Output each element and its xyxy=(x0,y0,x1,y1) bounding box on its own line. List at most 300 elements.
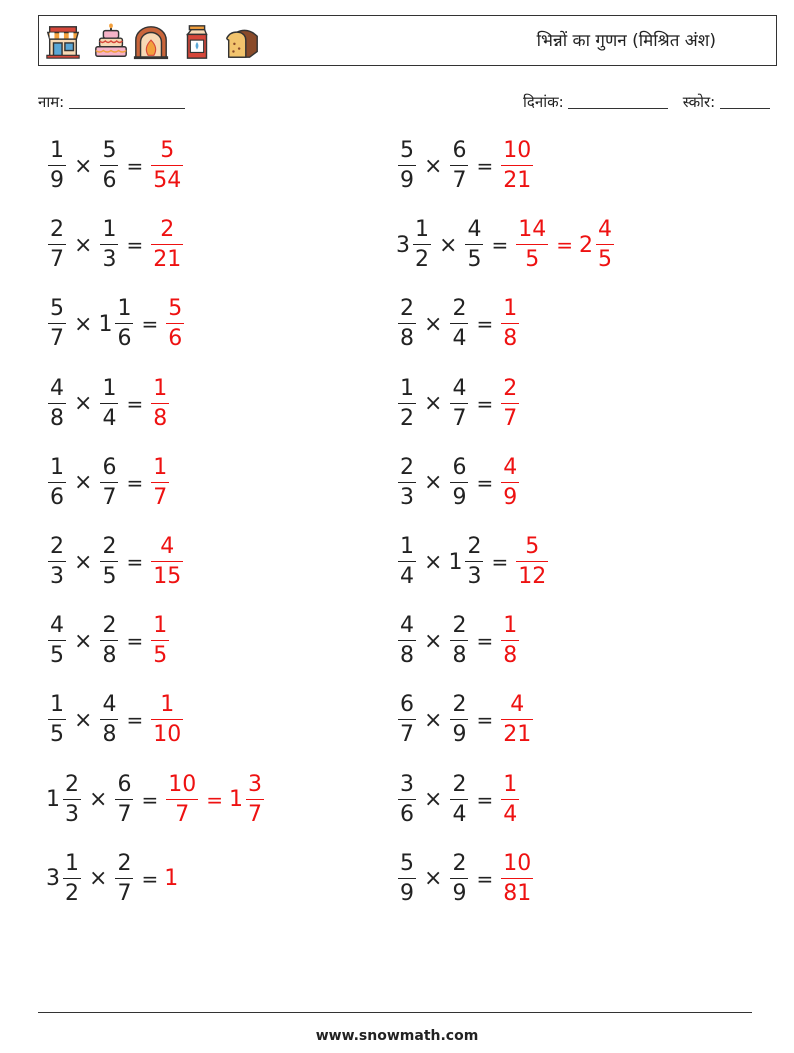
fraction xyxy=(450,298,468,350)
equals-sign: = xyxy=(476,708,494,733)
answer xyxy=(514,536,550,588)
fraction xyxy=(115,850,133,906)
mixed-number xyxy=(448,771,470,827)
answer xyxy=(164,866,179,891)
numerator: 2 xyxy=(65,771,79,797)
fraction xyxy=(398,375,416,431)
mixed-number xyxy=(499,140,535,192)
mixed-number xyxy=(396,375,418,431)
mixed-number xyxy=(396,219,433,271)
times-sign: × xyxy=(424,707,443,733)
mixed-number xyxy=(98,219,120,271)
mixed-number xyxy=(499,298,521,350)
mixed-number xyxy=(514,219,550,271)
score-label: स्कोर: xyxy=(682,93,716,111)
fraction xyxy=(450,140,468,192)
mixed-number xyxy=(98,615,120,667)
denominator: 12 xyxy=(518,564,547,589)
answer xyxy=(514,219,616,271)
problem-row xyxy=(396,454,521,510)
name-field xyxy=(38,92,185,112)
mixed-number xyxy=(113,850,135,906)
oven-icon xyxy=(132,23,170,61)
denominator: 8 xyxy=(102,643,117,669)
numerator: 1 xyxy=(400,534,414,559)
problem-row xyxy=(396,771,521,827)
denominator: 9 xyxy=(400,168,414,193)
answer xyxy=(164,771,266,827)
date-label: दिनांक: xyxy=(523,93,564,111)
mixed-number xyxy=(396,298,418,350)
mixed-number xyxy=(46,694,68,746)
fraction xyxy=(151,694,183,746)
numerator: 1 xyxy=(503,771,518,797)
fraction xyxy=(115,298,133,350)
denominator: 9 xyxy=(50,168,64,193)
answer xyxy=(499,375,521,431)
mixed-number xyxy=(396,771,418,827)
mixed-number xyxy=(98,375,120,431)
fraction xyxy=(398,850,416,906)
problem-row xyxy=(46,536,185,588)
fraction xyxy=(63,771,81,827)
times-sign: × xyxy=(424,153,443,179)
fraction xyxy=(501,140,533,192)
times-sign: × xyxy=(424,787,443,813)
numerator: 6 xyxy=(400,692,414,718)
numerator: 6 xyxy=(452,138,467,163)
numerator: 3 xyxy=(247,771,262,797)
fraction xyxy=(151,454,169,510)
problem-row xyxy=(46,771,266,827)
mixed-number xyxy=(579,219,616,271)
fraction xyxy=(151,536,183,588)
numerator: 2 xyxy=(400,454,414,480)
equals-sign: = xyxy=(126,154,144,178)
footer-divider xyxy=(38,1012,752,1013)
mixed-number xyxy=(396,140,418,192)
equals-sign: = xyxy=(476,391,494,416)
numerator: 2 xyxy=(503,375,518,401)
fraction xyxy=(166,771,198,827)
answer xyxy=(499,298,521,350)
fraction xyxy=(450,375,468,431)
denominator: 21 xyxy=(503,722,532,748)
denominator: 7 xyxy=(50,326,64,352)
equals-sign: = xyxy=(206,787,223,812)
denominator: 54 xyxy=(153,168,182,193)
fraction xyxy=(100,536,118,588)
mixed-number xyxy=(499,771,521,827)
mixed-number xyxy=(149,615,171,667)
denominator: 8 xyxy=(452,643,467,669)
mixed-number xyxy=(396,694,418,746)
numerator: 2 xyxy=(50,217,64,243)
times-sign: × xyxy=(74,549,93,575)
denominator: 8 xyxy=(153,405,168,431)
equals-sign: = xyxy=(126,629,144,654)
whole-part: 1 xyxy=(448,549,463,575)
equals-sign: = xyxy=(126,391,144,416)
mixed-number xyxy=(396,454,418,510)
cake-icon xyxy=(92,23,130,61)
mixed-number xyxy=(149,694,185,746)
denominator: 7 xyxy=(503,405,518,431)
fraction xyxy=(48,536,66,588)
mixed-number xyxy=(46,615,68,667)
numerator: 1 xyxy=(50,692,64,718)
mixed-number xyxy=(448,298,470,350)
numerator: 5 xyxy=(168,296,183,322)
whole-part: 1 xyxy=(164,866,179,892)
fraction xyxy=(596,219,614,271)
mixed-number xyxy=(499,694,535,746)
denominator: 9 xyxy=(452,722,467,748)
fraction xyxy=(501,298,519,350)
mixed-number xyxy=(46,454,68,510)
fraction xyxy=(48,615,66,667)
worksheet-title: भिन्नों का गुणन (मिश्रित अंश) xyxy=(536,31,716,51)
numerator: 5 xyxy=(102,138,117,163)
numerator: 4 xyxy=(160,534,175,559)
fraction xyxy=(450,615,468,667)
numerator: 2 xyxy=(452,692,467,718)
denominator: 7 xyxy=(175,801,190,827)
numerator: 2 xyxy=(467,534,482,559)
denominator: 7 xyxy=(117,801,132,827)
mixed-number xyxy=(448,536,485,588)
denominator: 5 xyxy=(50,643,64,669)
numerator: 4 xyxy=(50,613,64,639)
equals-sign: = xyxy=(126,708,144,733)
mixed-number xyxy=(514,536,550,588)
problem-row xyxy=(396,694,535,746)
equals-sign: = xyxy=(476,312,494,337)
fraction xyxy=(48,694,66,746)
mixed-number xyxy=(448,454,470,510)
numerator: 2 xyxy=(400,296,414,322)
mixed-number xyxy=(164,866,179,891)
date-blank[interactable] xyxy=(568,108,668,109)
denominator: 5 xyxy=(102,564,117,589)
denominator: 5 xyxy=(50,722,64,748)
denominator: 2 xyxy=(400,405,414,431)
numerator: 2 xyxy=(102,613,117,639)
times-sign: × xyxy=(424,311,443,337)
numerator: 14 xyxy=(518,217,547,243)
fraction xyxy=(151,140,183,192)
denominator: 6 xyxy=(400,801,414,827)
times-sign: × xyxy=(74,311,93,337)
numerator: 10 xyxy=(503,138,532,163)
mixed-number xyxy=(46,375,68,431)
fraction xyxy=(501,694,533,746)
numerator: 4 xyxy=(50,375,64,401)
fraction xyxy=(450,850,468,906)
equals-sign: = xyxy=(491,233,509,258)
denominator: 4 xyxy=(452,326,467,352)
numerator: 10 xyxy=(503,850,532,876)
mixed-number xyxy=(98,298,135,350)
fraction xyxy=(166,298,184,350)
equals-sign: = xyxy=(141,312,159,337)
answer xyxy=(149,694,185,746)
problem-row xyxy=(396,850,535,906)
times-sign: × xyxy=(74,391,93,417)
mixed-number xyxy=(46,771,83,827)
mixed-number xyxy=(46,536,68,588)
denominator: 7 xyxy=(153,484,168,510)
mixed-number xyxy=(164,298,186,350)
mixed-number xyxy=(46,140,68,192)
fraction xyxy=(398,694,416,746)
denominator: 7 xyxy=(50,247,64,273)
answer xyxy=(149,219,185,271)
mixed-number xyxy=(149,536,185,588)
numerator: 2 xyxy=(102,534,117,559)
numerator: 1 xyxy=(50,138,64,163)
denominator: 2 xyxy=(65,880,79,906)
answer xyxy=(149,140,185,192)
fraction xyxy=(100,140,118,192)
problem-row xyxy=(396,375,521,431)
fraction xyxy=(100,375,118,431)
numerator: 4 xyxy=(510,692,525,718)
shop-icon xyxy=(44,23,82,61)
score-blank[interactable] xyxy=(720,108,770,109)
equals-sign: = xyxy=(476,787,494,812)
problem-row xyxy=(46,140,185,192)
numerator: 3 xyxy=(400,771,414,797)
equals-sign: = xyxy=(556,233,573,258)
numerator: 6 xyxy=(102,454,117,480)
mixed-number xyxy=(448,615,470,667)
fraction xyxy=(501,850,533,906)
numerator: 10 xyxy=(168,771,197,797)
fraction xyxy=(398,454,416,510)
fraction xyxy=(100,694,118,746)
equals-sign: = xyxy=(476,470,494,495)
denominator: 3 xyxy=(50,564,64,589)
equals-sign: = xyxy=(476,866,494,891)
answer xyxy=(499,694,535,746)
denominator: 21 xyxy=(153,247,182,273)
mixed-number xyxy=(98,694,120,746)
numerator: 1 xyxy=(160,692,175,718)
mixed-number xyxy=(164,771,200,827)
denominator: 3 xyxy=(467,564,482,589)
mixed-number xyxy=(149,454,171,510)
fraction xyxy=(48,219,66,271)
numerator: 1 xyxy=(503,296,518,322)
equals-sign: = xyxy=(476,629,494,654)
numerator: 2 xyxy=(452,850,467,876)
answer xyxy=(149,536,185,588)
times-sign: × xyxy=(74,153,93,179)
numerator: 4 xyxy=(503,454,518,480)
answer xyxy=(149,375,171,431)
mixed-number xyxy=(448,850,470,906)
mixed-number xyxy=(46,850,83,906)
equals-sign: = xyxy=(126,550,144,574)
problem-row xyxy=(396,536,550,588)
denominator: 7 xyxy=(102,484,117,510)
times-sign: × xyxy=(89,787,108,813)
mixed-number xyxy=(46,219,68,271)
fraction xyxy=(398,615,416,667)
numerator: 6 xyxy=(117,771,132,797)
mixed-number xyxy=(463,219,485,271)
equals-sign: = xyxy=(126,470,144,495)
denominator: 6 xyxy=(50,484,64,510)
equals-sign: = xyxy=(491,550,509,574)
denominator: 7 xyxy=(452,168,467,193)
denominator: 8 xyxy=(400,643,414,669)
fraction xyxy=(398,771,416,827)
numerator: 1 xyxy=(153,613,168,639)
numerator: 5 xyxy=(50,296,64,322)
denominator: 81 xyxy=(503,880,532,906)
whole-part: 1 xyxy=(98,311,113,337)
numerator: 4 xyxy=(400,613,414,639)
milk-carton-icon xyxy=(178,23,216,61)
denominator: 2 xyxy=(415,247,429,273)
numerator: 5 xyxy=(525,534,540,559)
mixed-number xyxy=(499,454,521,510)
answer xyxy=(499,615,521,667)
fraction xyxy=(398,298,416,350)
numerator: 4 xyxy=(597,217,612,243)
denominator: 8 xyxy=(503,643,518,669)
times-sign: × xyxy=(424,391,443,417)
fraction xyxy=(465,536,483,588)
equals-sign: = xyxy=(476,154,494,178)
fraction xyxy=(100,615,118,667)
problem-row xyxy=(46,615,171,667)
denominator: 5 xyxy=(525,247,540,273)
times-sign: × xyxy=(89,866,108,892)
times-sign: × xyxy=(74,628,93,654)
times-sign: × xyxy=(74,232,93,258)
times-sign: × xyxy=(424,470,443,496)
problem-row xyxy=(46,298,186,350)
denominator: 4 xyxy=(102,405,117,431)
fraction xyxy=(151,615,169,667)
fraction xyxy=(48,454,66,510)
whole-part: 1 xyxy=(228,787,243,813)
mixed-number xyxy=(499,615,521,667)
fraction xyxy=(501,771,519,827)
fraction xyxy=(450,771,468,827)
problem-row xyxy=(46,694,185,746)
denominator: 7 xyxy=(117,880,132,906)
mixed-number xyxy=(149,140,185,192)
mixed-number xyxy=(98,536,120,588)
numerator: 1 xyxy=(65,850,79,876)
denominator: 15 xyxy=(153,564,182,589)
fraction xyxy=(100,454,118,510)
numerator: 1 xyxy=(415,217,429,243)
numerator: 4 xyxy=(452,375,467,401)
denominator: 3 xyxy=(65,801,79,827)
answer xyxy=(499,850,535,906)
denominator: 7 xyxy=(400,722,414,748)
fraction xyxy=(450,694,468,746)
numerator: 2 xyxy=(452,613,467,639)
header-box xyxy=(38,15,777,66)
numerator: 5 xyxy=(400,138,414,163)
fraction xyxy=(501,615,519,667)
mixed-number xyxy=(396,850,418,906)
numerator: 1 xyxy=(153,375,168,401)
denominator: 9 xyxy=(400,880,414,906)
numerator: 2 xyxy=(452,296,467,322)
answer xyxy=(499,771,521,827)
denominator: 3 xyxy=(102,247,117,273)
denominator: 8 xyxy=(503,326,518,352)
name-blank[interactable] xyxy=(69,108,185,109)
problem-row xyxy=(46,219,185,271)
problem-row xyxy=(46,850,179,906)
denominator: 9 xyxy=(503,484,518,510)
denominator: 3 xyxy=(400,484,414,510)
denominator: 5 xyxy=(467,247,482,273)
mixed-number xyxy=(98,454,120,510)
whole-part: 3 xyxy=(46,866,60,892)
fraction xyxy=(501,454,519,510)
mixed-number xyxy=(448,694,470,746)
denominator: 7 xyxy=(452,405,467,431)
fraction xyxy=(413,219,431,271)
fraction xyxy=(48,298,66,350)
denominator: 5 xyxy=(597,247,612,273)
whole-part: 3 xyxy=(396,232,410,258)
whole-part: 2 xyxy=(578,232,593,258)
fraction xyxy=(151,375,169,431)
problem-row xyxy=(46,375,171,431)
times-sign: × xyxy=(74,707,93,733)
fraction xyxy=(398,140,416,192)
numerator: 1 xyxy=(102,375,117,401)
mixed-number xyxy=(396,615,418,667)
mixed-number xyxy=(499,850,535,906)
numerator: 6 xyxy=(452,454,467,480)
fraction xyxy=(48,140,66,192)
times-sign: × xyxy=(424,549,443,575)
mixed-number xyxy=(499,375,521,431)
answer xyxy=(149,615,171,667)
denominator: 8 xyxy=(400,326,414,352)
fraction xyxy=(100,219,118,271)
problem-row xyxy=(396,140,535,192)
footer-url: www.snowmath.com xyxy=(315,1028,479,1044)
denominator: 6 xyxy=(102,168,117,193)
mixed-number xyxy=(228,771,266,827)
fraction xyxy=(151,219,183,271)
numerator: 5 xyxy=(160,138,175,163)
name-label: नाम: xyxy=(38,93,65,111)
denominator: 8 xyxy=(50,405,64,431)
numerator: 2 xyxy=(160,217,175,243)
fraction xyxy=(465,219,483,271)
mixed-number xyxy=(149,219,185,271)
times-sign: × xyxy=(439,232,458,258)
problem-row xyxy=(396,615,521,667)
numerator: 2 xyxy=(117,850,132,876)
problem-row xyxy=(46,454,171,510)
problem-row xyxy=(396,219,616,271)
numerator: 2 xyxy=(452,771,467,797)
